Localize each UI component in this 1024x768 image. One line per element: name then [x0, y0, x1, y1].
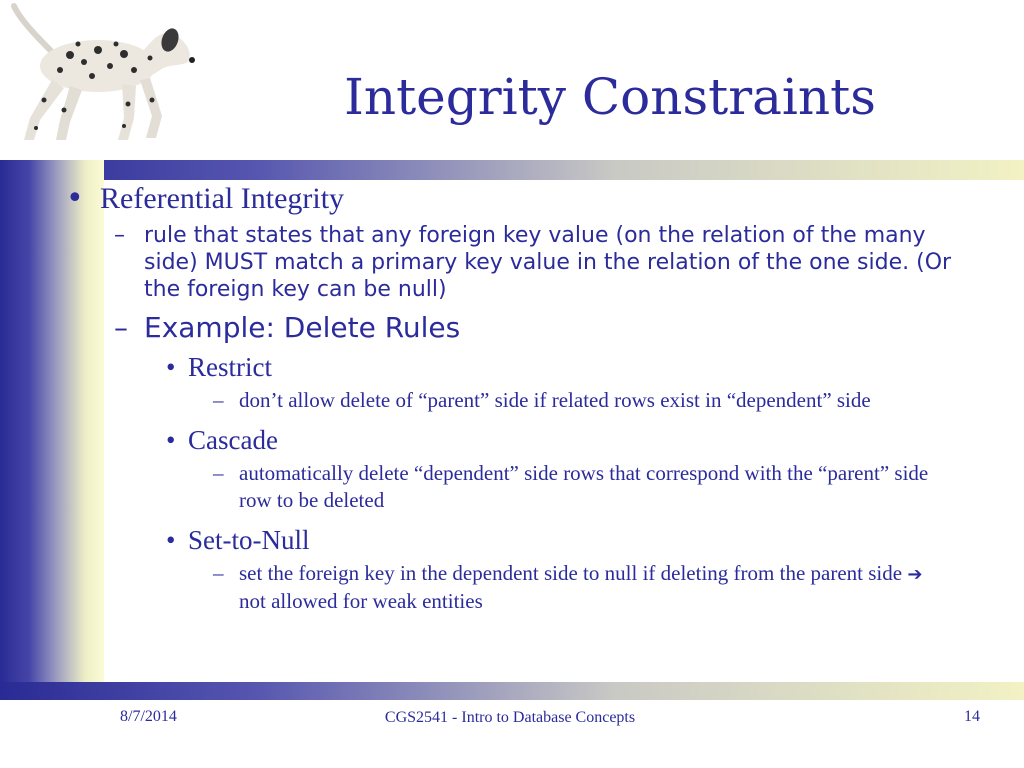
- footer-course: CGS2541 - Intro to Database Concepts: [384, 709, 636, 726]
- sub-bullet-text: Example: Delete Rules: [144, 311, 461, 344]
- dalmatian-illustration: [0, 0, 205, 150]
- set-to-null-description: [60, 560, 950, 615]
- bullet-marker: •: [166, 525, 176, 555]
- dash-marker: –: [114, 311, 128, 344]
- description-text: automatically delete “dependent” side rows that correspond with the “parent” side row to be deleted: [239, 461, 929, 512]
- bullet-text: Set-to-Null: [188, 525, 310, 555]
- bullet-marker: •: [166, 425, 176, 455]
- sub-bullet-text: rule that states that any foreign key value (on the relation of the many side) MUST match a primary key value in the relation of the one side. (Or the foreign key can be null): [144, 223, 952, 302]
- sub-bullet-example: [60, 311, 980, 345]
- bullet-marker: •: [166, 352, 176, 382]
- bullet-referential-integrity: [60, 182, 980, 216]
- bullet-marker: •: [66, 181, 84, 216]
- slide-title: Integrity Constraints: [344, 68, 876, 126]
- bottom-gradient-band: [0, 682, 1024, 700]
- description-text: don’t allow delete of “parent” side if related rows exist in “dependent” side: [239, 388, 871, 412]
- bullet-restrict: [60, 351, 980, 383]
- bullet-text: Referential Integrity: [100, 182, 345, 215]
- dash-marker: –: [114, 223, 125, 248]
- slide-content: [60, 182, 980, 615]
- restrict-description: [60, 387, 950, 414]
- dash-marker: –: [213, 561, 224, 585]
- description-text: set the foreign key in the dependent side to null if deleting from the parent side: [239, 561, 903, 585]
- footer-date: 8/7/2014: [120, 708, 177, 725]
- dash-marker: –: [213, 461, 224, 485]
- dash-marker: –: [213, 388, 224, 412]
- description-text: not allowed for weak entities: [239, 589, 483, 613]
- top-gradient-band: [0, 160, 1024, 180]
- footer-page-number: 14: [964, 708, 980, 725]
- bullet-text: Cascade: [188, 425, 278, 455]
- bullet-cascade: [60, 424, 980, 456]
- sub-bullet-rule: [60, 222, 980, 303]
- arrow-icon: ➔: [907, 564, 923, 585]
- bullet-set-to-null: [60, 524, 980, 556]
- bullet-text: Restrict: [188, 352, 272, 382]
- cascade-description: [60, 460, 950, 514]
